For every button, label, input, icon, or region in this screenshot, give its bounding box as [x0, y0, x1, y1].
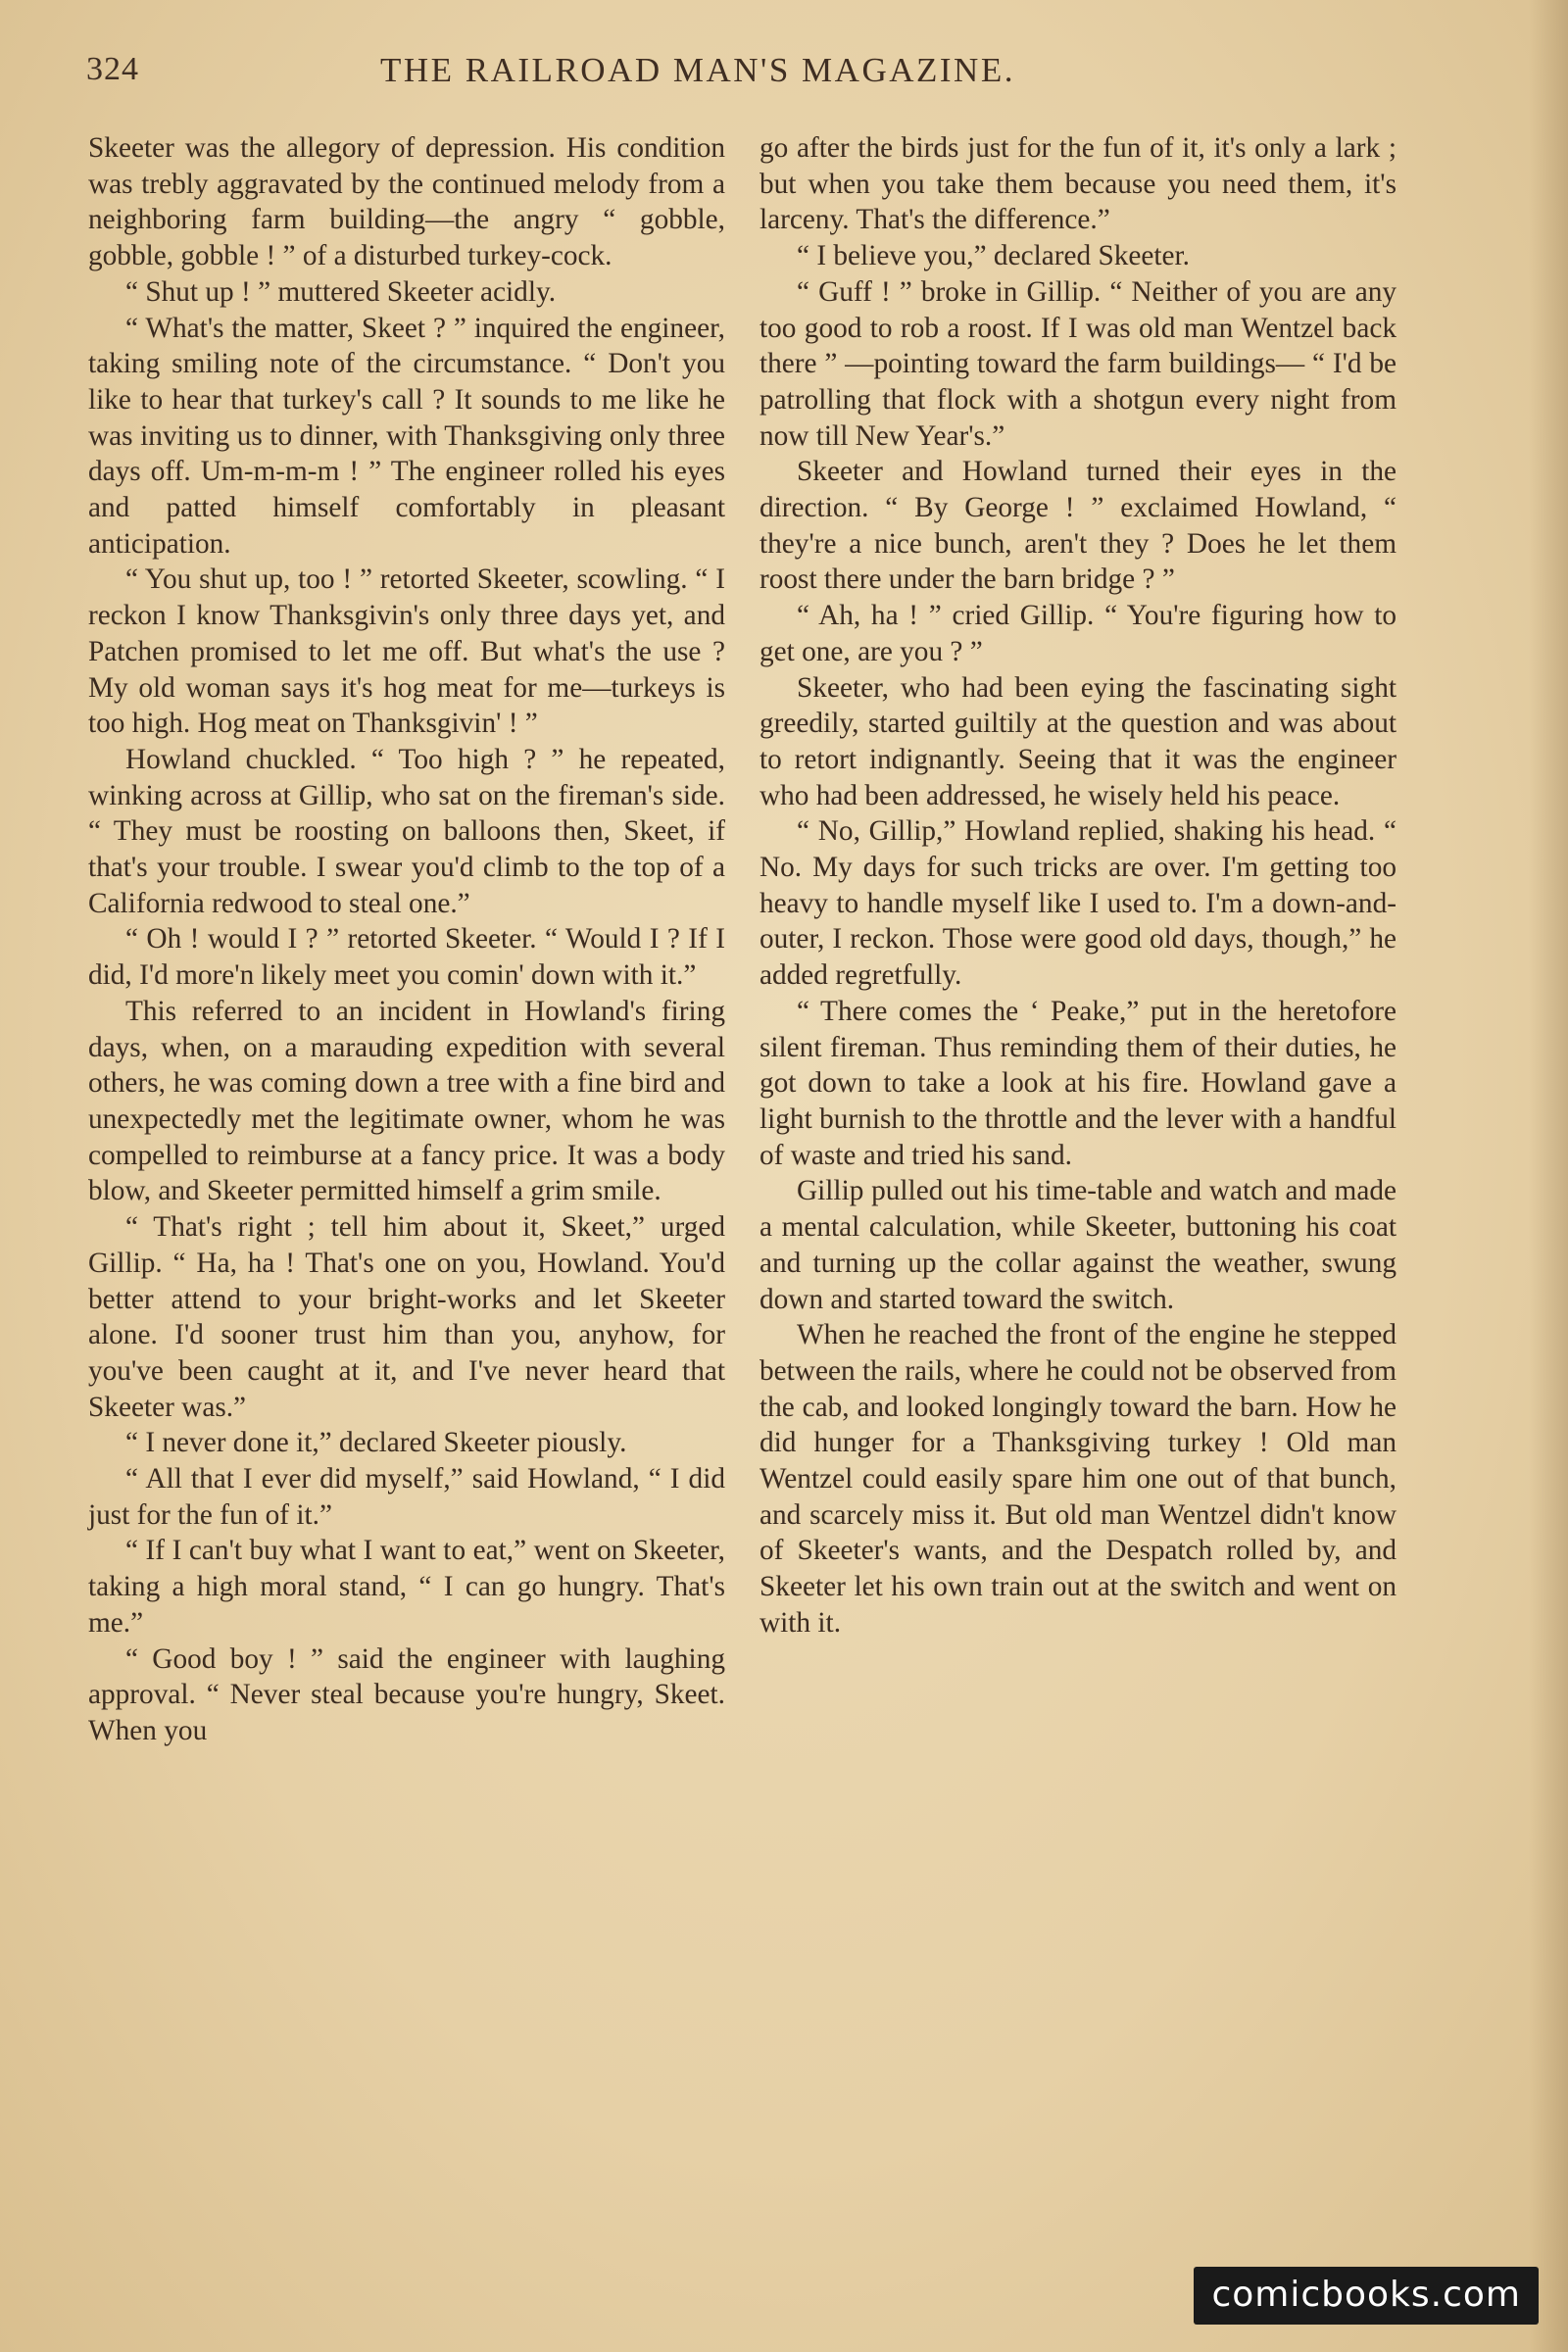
page-header: [86, 51, 1399, 100]
paragraph: “ Good boy ! ” said the engineer with laughing approval. “ Never steal because you're hungry, Skeet. When you: [88, 1642, 725, 1746]
paragraph: “ Oh ! would I ? ” retorted Skeeter. “ Would I ? If I did, I'd more'n likely meet you comin' down with it.”: [88, 923, 725, 992]
paragraph: “ Ah, ha ! ” cried Gillip. “ You're figuring how to get one, are you ? ”: [760, 600, 1396, 667]
paragraph: Skeeter and Howland turned their eyes in the direction. “ By George ! ” exclaimed Howland, “ they're a nice bunch, aren't they ? Does he let them roost there under the barn bridge ? ”: [760, 456, 1396, 596]
paragraph: “ There comes the ‘ Peake,” put in the heretofore silent fireman. Thus reminding them of their duties, he got down to take a look at his fire. Howland gave a light burnish to the throttle and the lever with a handful of waste and tried his sand.: [760, 995, 1396, 1171]
paragraph: “ I believe you,” declared Skeeter.: [797, 240, 1191, 272]
paragraph: “ No, Gillip,” Howland replied, shaking his head. “ No. My days for such tricks are over. I'm getting too heavy to handle myself like I used to. I'm a down-and-outer, I reckon. Those were good old days, though,” he added regretfully.: [760, 815, 1396, 992]
paragraph: Skeeter was the allegory of depression. His condition was trebly aggravated by the continued melody from a neighboring farm building—the angry “ gobble, gobble, gobble ! ” of a disturbed turkey-cock.: [88, 132, 725, 272]
paragraph: “ If I can't buy what I want to eat,” went on Skeeter, taking a high moral stand, “ I can go hungry. That's me.”: [88, 1535, 725, 1639]
paragraph: “ What's the matter, Skeet ? ” inquired the engineer, taking smiling note of the circumstance. “ Don't you like to hear that turkey's call ? It sounds to me like he was inviting us to dinner, with Thanksgiving only three days off. Um-m-m-m ! ” The engineer rolled his eyes and patted himself comfortably in pleasant anticipation.: [88, 312, 725, 560]
paragraph: go after the birds just for the fun of it, it's only a lark ; but when you take them because you need them, it's larceny. That's the difference.”: [760, 132, 1396, 236]
right-column: [760, 130, 1396, 1642]
paragraph: “ You shut up, too ! ” retorted Skeeter, scowling. “ I reckon I know Thanksgivin's only three days yet, and Patchen promised to let me off. But what's the use ? My old woman says it's hog meat for me—turkeys is too high. Hog meat on Thanksgivin' ! ”: [88, 564, 725, 740]
paragraph: “ All that I ever did myself,” said Howland, “ I did just for the fun of it.”: [88, 1463, 725, 1531]
page-edge-shadow: [1529, 0, 1568, 2352]
paragraph: When he reached the front of the engine he stepped between the rails, where he could not be observed from the cab, and looked longingly toward the barn. How he did hunger for a Thanksgiving turkey ! Old man Wentzel could easily spare him one out of that bunch, and scarcely miss it. But old man Wentzel didn't know of Skeeter's wants, and the Despatch rolled by, and Skeeter let his own train out at the switch and went on with it.: [760, 1319, 1396, 1639]
paragraph: “ Shut up ! ” muttered Skeeter acidly.: [125, 275, 557, 308]
paragraph: “ Guff ! ” broke in Gillip. “ Neither of you are any too good to rob a roost. If I was old man Wentzel back there ” —pointing toward the farm buildings— “ I'd be patrolling that flock with a shotgun every night from now till New Year's.”: [760, 275, 1396, 452]
paragraph: “ I never done it,” declared Skeeter piously.: [125, 1427, 627, 1459]
watermark-badge: comicbooks.com: [1194, 2267, 1539, 2325]
page-number: 324: [86, 51, 139, 87]
paragraph: Gillip pulled out his time-table and watch and made a mental calculation, while Skeeter, buttoning his coat and turning up the collar against the weather, swung down and started toward the switch.: [760, 1175, 1396, 1315]
paragraph: This referred to an incident in Howland's firing days, when, on a marauding expedition with several others, he was coming down a tree with a fine bird and unexpectedly met the legitimate owner, whom he was compelled to reimburse at a fancy price. It was a body blow, and Skeeter permitted himself a grim smile.: [88, 995, 725, 1207]
left-column: [88, 130, 725, 1749]
paragraph: Howland chuckled. “ Too high ? ” he repeated, winking across at Gillip, who sat on the fireman's side. “ They must be roosting on balloons then, Skeet, if that's your trouble. I swear you'd climb to the top of a California redwood to steal one.”: [88, 743, 725, 919]
magazine-title: THE RAILROAD MAN'S MAGAZINE.: [380, 51, 1015, 89]
paragraph: Skeeter, who had been eying the fascinating sight greedily, started guiltily at the question and was about to retort indignantly. Seeing that it was the engineer who had been addressed, he wisely held his peace.: [760, 671, 1396, 811]
paragraph: “ That's right ; tell him about it, Skeet,” urged Gillip. “ Ha, ha ! That's one on you, Howland. You'd better attend to your bright-works and let Skeeter alone. I'd sooner trust him than you, anyhow, for you've been caught at it, and I've never heard that Skeeter was.”: [88, 1211, 725, 1423]
